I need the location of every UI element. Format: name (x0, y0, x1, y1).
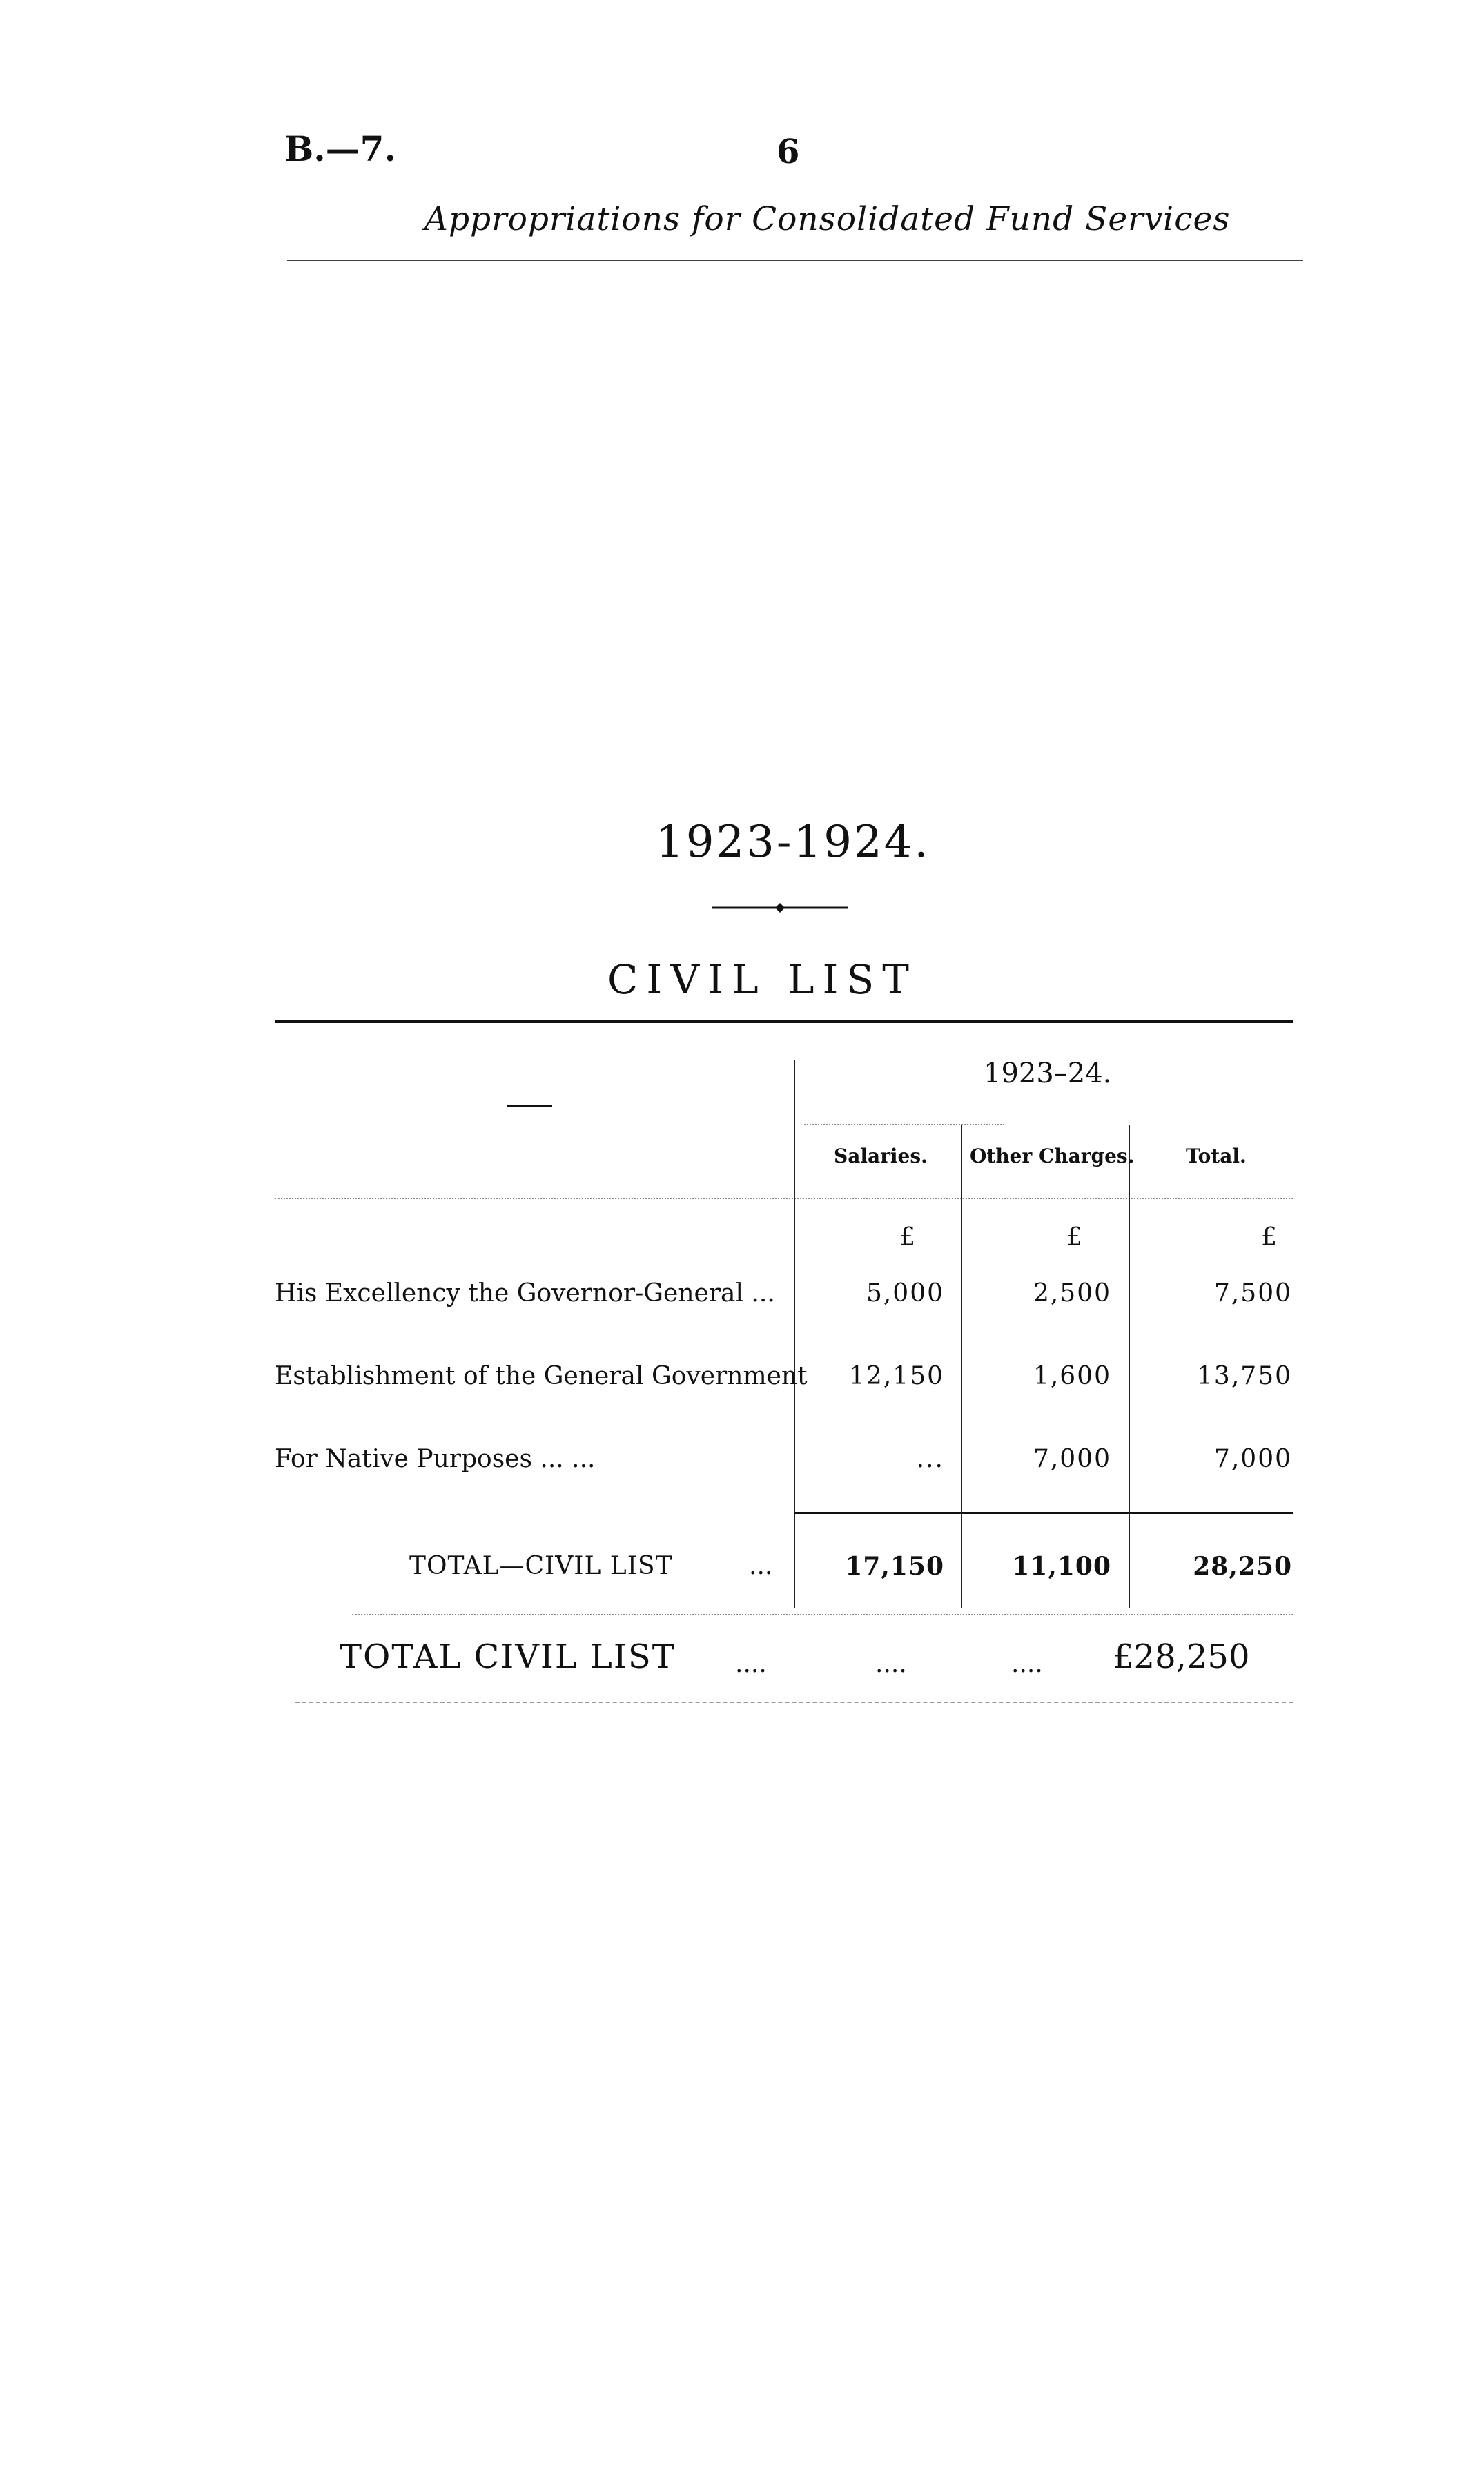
ornament-divider (711, 901, 849, 915)
cell-salaries: 5,000 (866, 1279, 944, 1307)
total-other-charges: 11,100 (1012, 1552, 1111, 1581)
cell-salaries: 12,150 (849, 1362, 944, 1390)
row-label-native-purposes: For Native Purposes ... ... (275, 1445, 596, 1473)
cell-total: 13,750 (1197, 1362, 1292, 1390)
cell-total: 7,500 (1213, 1279, 1292, 1307)
unit-total: £ (1261, 1223, 1278, 1252)
section-title: CIVIL LIST (607, 956, 917, 1003)
summary-dots: .... (1011, 1650, 1043, 1678)
document-reference: B.—7. (284, 128, 396, 169)
total-total: 28,250 (1193, 1552, 1292, 1581)
year-column-header: 1923–24. (984, 1058, 1112, 1089)
summary-label: TOTAL CIVIL LIST (340, 1637, 676, 1676)
stub-divider-line (794, 1060, 795, 1608)
cell-other-charges: 7,000 (1033, 1445, 1111, 1473)
column-header-total: Total. (1186, 1145, 1247, 1167)
cell-total: 7,000 (1213, 1445, 1292, 1473)
total-row-rule (352, 1614, 1293, 1615)
bottom-rule (295, 1702, 1293, 1703)
stub-header-dash (507, 1105, 552, 1107)
cell-other-charges: 2,500 (1033, 1279, 1111, 1307)
column-header-other-charges: Other Charges. (970, 1145, 1135, 1167)
running-head: Appropriations for Consolidated Fund Services (424, 200, 1231, 238)
total-row-dots: ... (749, 1552, 773, 1580)
row-label-governor-general: His Excellency the Governor-General ... (275, 1279, 775, 1307)
page-number: 6 (777, 133, 800, 171)
header-rule (287, 260, 1303, 261)
column-header-salaries: Salaries. (834, 1145, 928, 1167)
year-header-rule (804, 1124, 1004, 1125)
year-title: 1923-1924. (656, 817, 930, 868)
column-header-rule (275, 1198, 1293, 1199)
other-charges-divider-line (1129, 1125, 1130, 1608)
salaries-divider-line (961, 1125, 962, 1608)
summary-dots: .... (735, 1650, 767, 1678)
summary-dots: .... (875, 1650, 907, 1678)
total-row-label: TOTAL—CIVIL LIST (409, 1552, 673, 1580)
total-salaries: 17,150 (845, 1552, 944, 1581)
cell-salaries: ... (916, 1445, 944, 1473)
cell-other-charges: 1,600 (1033, 1362, 1111, 1390)
table-top-rule (275, 1020, 1293, 1023)
summary-amount: £28,250 (1113, 1637, 1250, 1676)
unit-salaries: £ (899, 1223, 917, 1252)
row-label-general-government: Establishment of the General Government (275, 1362, 808, 1390)
total-rule (794, 1512, 1293, 1514)
unit-other-charges: £ (1066, 1223, 1084, 1252)
